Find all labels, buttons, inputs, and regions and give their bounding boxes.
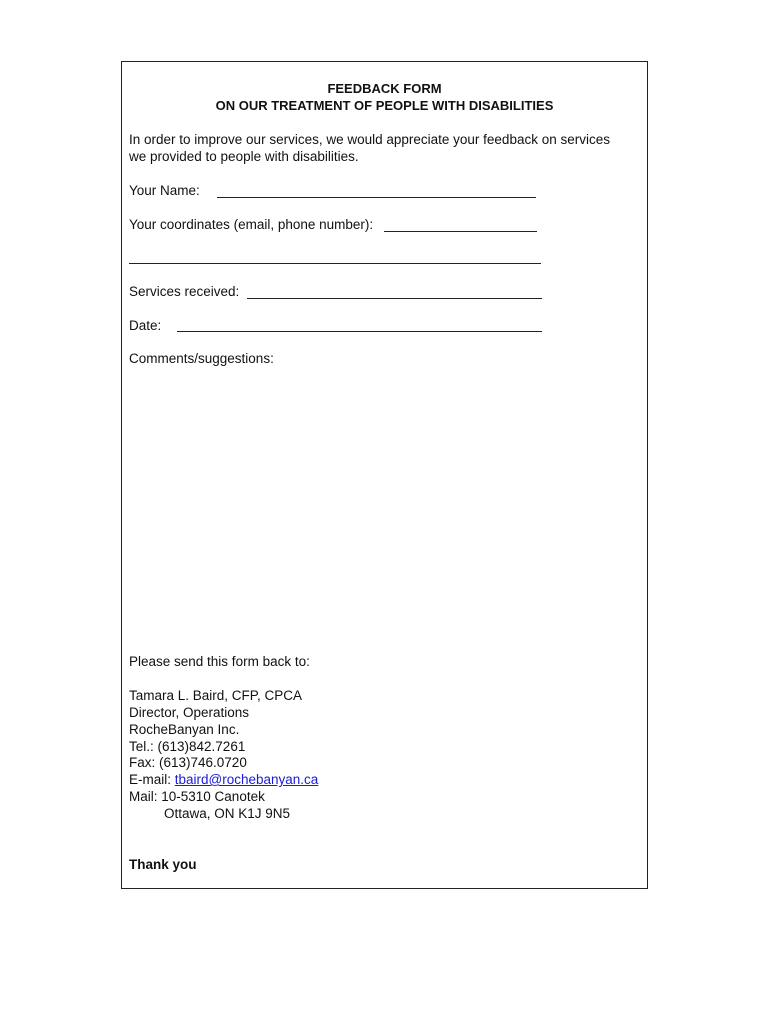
- intro-text-line2: we provided to people with disabilities.: [129, 149, 359, 164]
- form-subtitle: ON OUR TREATMENT OF PEOPLE WITH DISABILITIES: [215, 98, 554, 113]
- name-label: Your Name:: [129, 183, 200, 198]
- coordinates-field-line-2[interactable]: [129, 263, 541, 264]
- coordinates-field-line[interactable]: [384, 231, 537, 232]
- feedback-form: [121, 61, 648, 889]
- comments-label: Comments/suggestions:: [129, 351, 274, 366]
- contact-name: Tamara L. Baird, CFP, CPCA: [129, 688, 303, 703]
- intro-text-line1: In order to improve our services, we would appreciate your feedback on services: [129, 132, 610, 147]
- contact-title: Director, Operations: [129, 705, 250, 720]
- name-field-line[interactable]: [217, 197, 536, 198]
- closing-text: Thank you: [129, 857, 197, 872]
- contact-mail-line2: Ottawa, ON K1J 9N5: [164, 806, 291, 821]
- coordinates-label: Your coordinates (email, phone number):: [129, 217, 374, 232]
- services-label: Services received:: [129, 284, 240, 299]
- email-link[interactable]: tbaird@rochebanyan.ca: [174, 772, 319, 787]
- contact-mail-line1: Mail: 10-5310 Canotek: [129, 789, 265, 804]
- contact-company: RocheBanyan Inc.: [129, 722, 240, 737]
- contact-email-line: [129, 772, 318, 787]
- services-field-line[interactable]: [247, 298, 542, 299]
- contact-fax: Fax: (613)746.0720: [129, 755, 247, 770]
- date-field-line[interactable]: [177, 331, 542, 332]
- email-prefix: E-mail:: [129, 772, 175, 787]
- contact-tel: Tel.: (613)842.7261: [129, 739, 246, 754]
- date-label: Date:: [129, 318, 162, 333]
- form-title: FEEDBACK FORM: [327, 81, 442, 96]
- send-back-label: Please send this form back to:: [129, 654, 310, 669]
